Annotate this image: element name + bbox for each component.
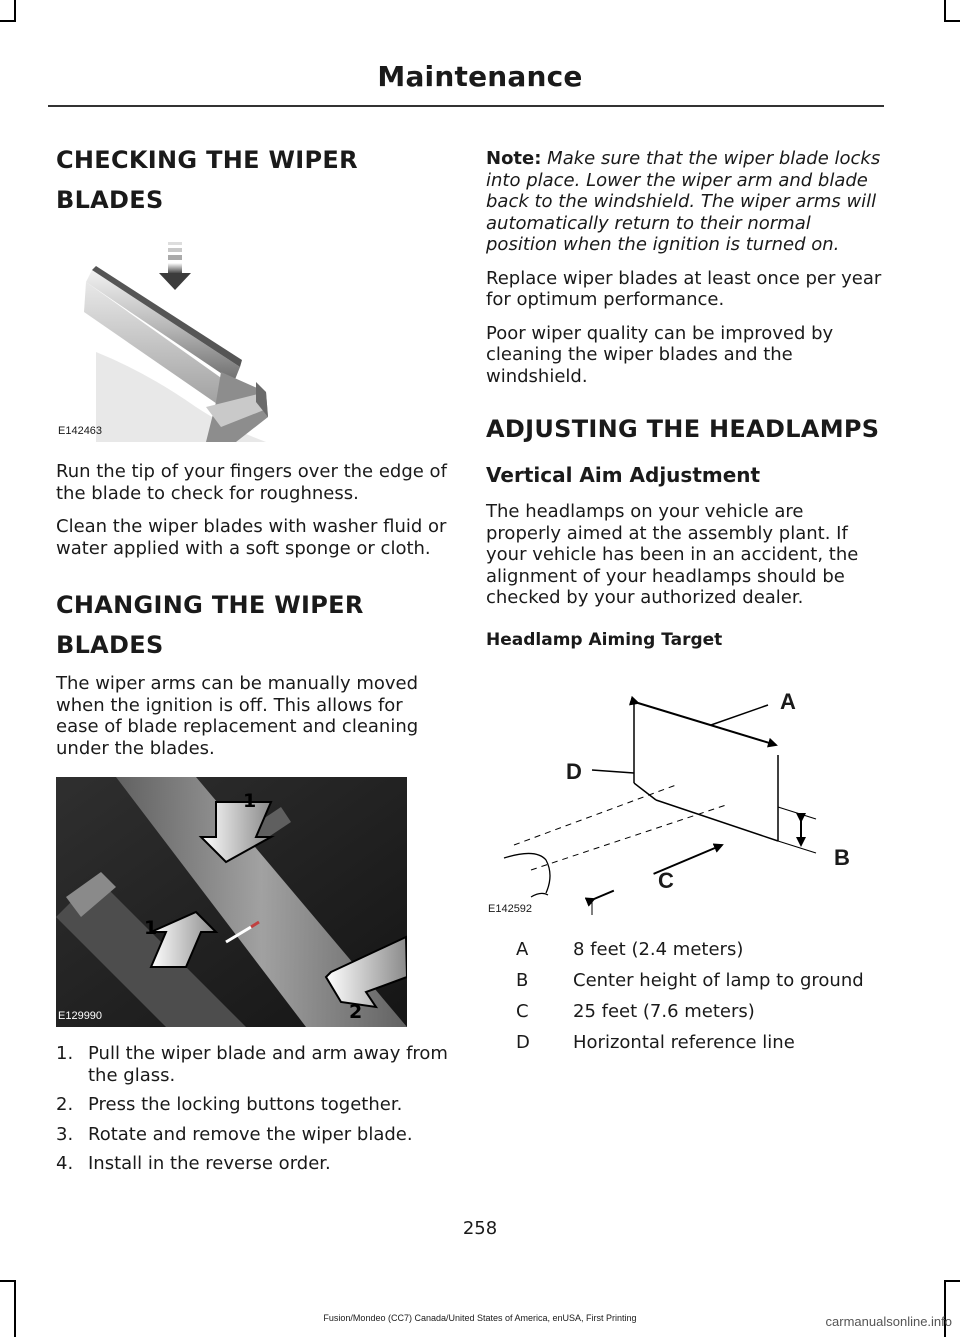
wiper-blade-figure (56, 242, 448, 442)
figure-callout-1-top: 1 (243, 790, 257, 812)
note-paragraph (486, 148, 882, 256)
headlamp-aiming-figure (486, 665, 882, 915)
poor-quality-paragraph: Poor wiper quality can be improved by cleaning the wiper blades and the windshield. (486, 322, 834, 387)
table-row: A 8 feet (2.4 meters) (516, 938, 744, 960)
crop-mark (944, 0, 946, 22)
checking-paragraph-2: Clean the wiper blades with washer fluid or water applied with a soft sponge or cloth. (56, 516, 447, 559)
note-label: Note: (486, 148, 542, 169)
watermark: carmanualsonline.info (825, 1314, 952, 1329)
right-column (486, 148, 882, 1063)
replace-paragraph: Replace wiper blades at least once per year for optimum performance. (486, 267, 882, 310)
header-rule (48, 105, 884, 107)
removal-steps-list (56, 1043, 448, 1175)
changing-heading-line2: BLADES (56, 631, 164, 659)
wiper-removal-figure (56, 777, 407, 1027)
figure-id-e129990: E129990 (58, 1010, 103, 1022)
aiming-target-heading: Headlamp Aiming Target (486, 629, 723, 650)
changing-heading-line1: CHANGING THE WIPER (56, 591, 364, 619)
left-column (56, 140, 448, 1183)
page-footer: Fusion/Mondeo (CC7) Canada/United States of America, enUSA, First Printing (323, 1313, 637, 1323)
vertical-aim-heading: Vertical Aim Adjustment (486, 463, 761, 487)
checking-heading-line2: BLADES (56, 186, 164, 214)
list-item: 2. Press the locking buttons together. (56, 1094, 403, 1115)
down-arrow-icon (159, 242, 191, 290)
diagram-label-a: A (780, 688, 796, 714)
vertical-aim-paragraph: The headlamps on your vehicle are properly aimed at the assembly plant. If your vehicle has been in an accident, the alignment of your headlamps should be checked by your authorized dealer. (486, 501, 859, 608)
table-row: C 25 feet (7.6 meters) (516, 1000, 755, 1022)
figure-id-e142592: E142592 (488, 902, 533, 915)
crop-mark (944, 1280, 960, 1282)
figure-callout-1-bottom: 1 (144, 917, 158, 939)
table-row: B Center height of lamp to ground (516, 969, 864, 991)
list-item: 4. Install in the reverse order. (56, 1153, 331, 1174)
checking-paragraph-1: Run the tip of your fingers over the edge of the blade to check for roughness. (56, 461, 447, 504)
crop-mark (0, 20, 16, 22)
diagram-legend-table (516, 939, 864, 1063)
list-item: 3. Rotate and remove the wiper blade. (56, 1123, 413, 1145)
wiper-blade-illustration (56, 242, 448, 442)
crop-mark (0, 1280, 16, 1282)
headlamp-aiming-diagram (486, 665, 882, 915)
note-text: Make sure that the wiper blade locks into place. Lower the wiper arm and blade back to the windshield. The wiper arms will automatically return to their normal position when the ignition is turned on. (486, 148, 881, 255)
crop-mark (14, 0, 16, 22)
headlamps-heading: ADJUSTING THE HEADLAMPS (486, 415, 880, 443)
table-row: D Horizontal reference line (516, 1031, 795, 1053)
crop-mark (14, 1280, 16, 1337)
list-item: 1. Pull the wiper blade and arm away from the glass. (56, 1043, 448, 1086)
figure-id-e142463: E142463 (58, 425, 103, 437)
page-number: 258 (462, 1218, 498, 1239)
diagram-label-c: C (658, 867, 674, 893)
page-header-title: Maintenance (377, 60, 583, 93)
changing-paragraph: The wiper arms can be manually moved when the ignition is off. This allows for ease of blade replacement and cleaning under the blades. (56, 673, 419, 759)
diagram-label-b: B (834, 844, 850, 870)
crop-mark (944, 20, 960, 22)
figure-callout-2: 2 (349, 1001, 363, 1023)
wiper-removal-illustration (56, 777, 407, 1027)
checking-heading-line1: CHECKING THE WIPER (56, 146, 358, 174)
diagram-label-d: D (566, 758, 582, 784)
